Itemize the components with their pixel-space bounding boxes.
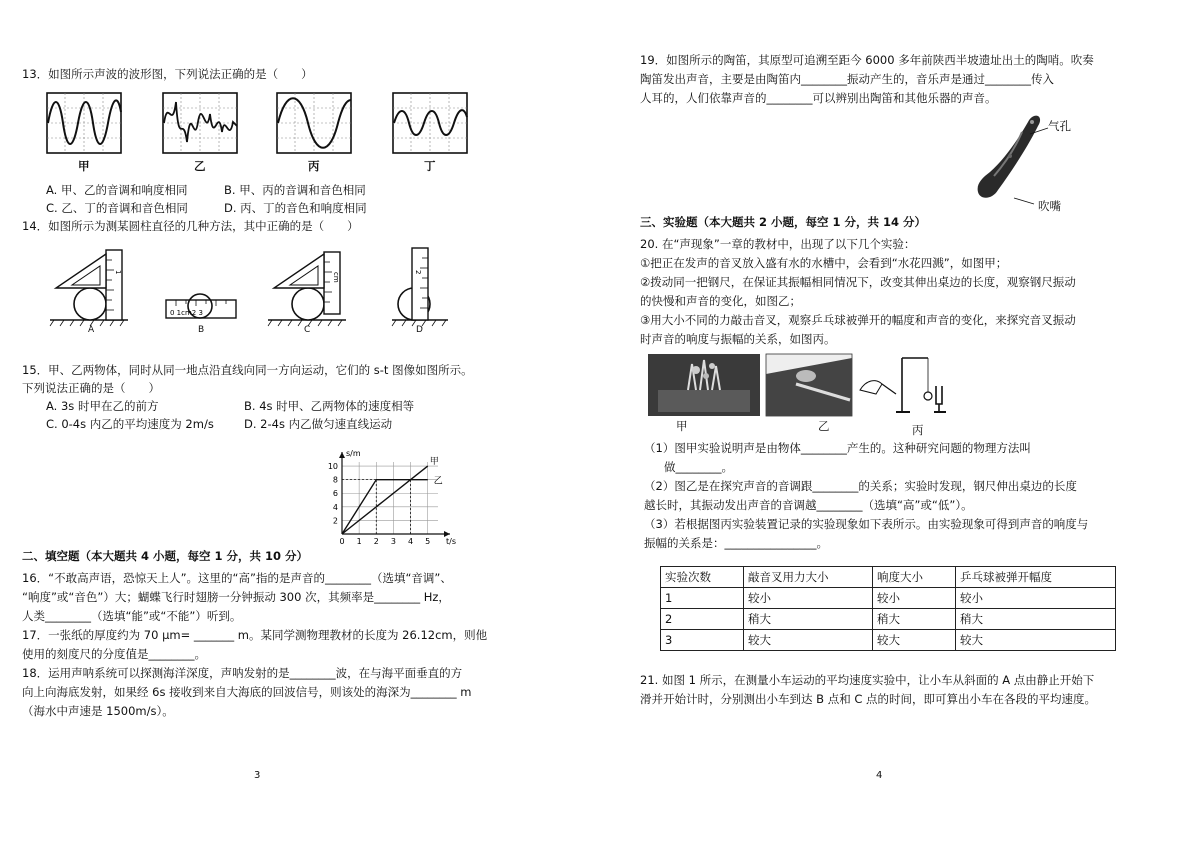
q16-line1: 16．“不敢高声语，恐惊天上人”。这里的“高”指的是声音的________（选填“音调”、 [22,571,452,585]
q20-line5: ③用大小不同的力敲击音叉，观察乒乓球被弹开的幅度和声音的变化，来探究音叉振动 [640,313,1076,327]
experiment-photo-yi [766,354,852,416]
waveform-label-ding: 丁 [424,159,436,173]
q20-sub1-line2: 做________。 [664,460,733,474]
q20-sub2-line2: 越长时，其振动发出声音的音调越________（选填“高”或“低”）。 [644,498,973,512]
x-tick-label: 2 [373,537,379,546]
table-cell: 较大 [956,630,1116,651]
table-row [661,588,1116,609]
q19-line2: 陶笛发出声音，主要是由陶笛内________振动产生的，音乐声是通过________传入 [640,72,1054,86]
x-tick-label: 1 [356,537,362,546]
q14-stem: 14．如图所示为测某圆柱直径的几种方法，其中正确的是（ ） [22,219,359,233]
table-header-cell: 乒乓球被弹开幅度 [956,567,1116,588]
series-line-jia [342,466,428,534]
x-axis-label: t/s [446,537,456,546]
q21-line2: 滑并开始计时，分别测出小车到达 B 点和 C 点的时间，即可算出小车在各段的平均速度。 [640,692,1097,706]
method-label-c: C [304,325,311,335]
waveform-yi [162,92,238,154]
ocarina-mouth-leader [1014,196,1036,206]
y-tick-label: 2 [332,516,338,526]
q16-line3: 人类________（选填“能”或“不能”）听到。 [22,609,242,623]
cylinder-method-b [164,280,240,320]
method-label-b: B [198,325,205,335]
table-cell: 2 [661,609,744,630]
cylinder-method-d [392,240,452,328]
table-cell: 较大 [744,630,873,651]
waveform-label-yi: 乙 [194,159,206,173]
experiment-diagram-bing [856,350,952,420]
q13-option-a: A. 甲、乙的音调和响度相同 [46,183,188,197]
experiment-label-bing: 丙 [912,423,924,437]
ruler-mark: 1 [114,270,122,275]
table-cell: 较小 [744,588,873,609]
ruler-mark: 2 [414,270,422,275]
table-header-cell: 实验次数 [661,567,744,588]
q13-option-b: B. 甲、丙的音调和音色相同 [224,183,366,197]
q15-option-d: D. 2-4s 内乙做匀速直线运动 [244,417,393,431]
q17-line2: 使用的刻度尺的分度值是________。 [22,647,206,661]
table-header-cell: 敲音叉用力大小 [744,567,873,588]
table-cell: 稍大 [744,609,873,630]
q15-stem-line1: 15．甲、乙两物体，同时从同一地点沿直线向同一方向运动，它们的 s-t 图像如图所示。 [22,363,473,377]
q18-line2: 向上向海底发射，如果经 6s 接收到来自大海底的回波信号，则该处的海深为________ m [22,685,472,699]
ruler-b-marks: 0 1cm2 3 [170,309,203,317]
table-row [661,609,1116,630]
q19-line1: 19．如图所示的陶笛，其原型可追溯至距今 6000 多年前陕西半坡遗址出土的陶哨。吹奏 [640,53,1094,67]
experiment-label-jia: 甲 [676,419,688,433]
x-tick-label: 3 [390,537,396,546]
q20-sub2-line1: （2）图乙是在探究声音的音调跟________的关系；实验时发现，钢尺伸出桌边的长度 [644,479,1077,493]
cylinder-method-a [50,240,134,328]
q15-option-b: B. 4s 时甲、乙两物体的速度相等 [244,399,415,413]
experiment-result-table [660,566,1116,651]
q15-option-c: C. 0-4s 内乙的平均速度为 2m/s [46,417,214,431]
table-header-row [661,567,1116,588]
y-tick-label: 10 [327,462,338,472]
q18-line1: 18．运用声呐系统可以探测海洋深度，声呐发射的是________波，在与海平面垂直的方 [22,666,463,680]
q15-option-a: A. 3s 时甲在乙的前方 [46,399,159,413]
y-axis-arrow [339,452,345,458]
section-3-heading: 三、实验题（本大题共 2 小题，每空 1 分，共 14 分） [640,215,927,229]
ocarina-hole-leader [1030,126,1050,136]
right-page [600,0,1200,848]
table-header-cell: 响度大小 [873,567,956,588]
x-tick-label: 0 [339,537,345,546]
table-cell: 较小 [956,588,1116,609]
q20-line3: ②拨动同一把钢尺，在保证其振幅相同情况下，改变其伸出桌边的长度，观察钢尺振动 [640,275,1076,289]
ruler-mark: cm [332,272,340,283]
waveform-bing [276,92,352,154]
experiment-label-yi: 乙 [818,419,830,433]
s-t-chart [318,448,468,548]
ocarina-label-hole: 气孔 [1048,119,1071,133]
page-number-right: 4 [876,770,883,781]
series-label-yi: 乙 [433,476,443,487]
y-axis-label: s/m [346,449,361,458]
q19-line3: 人耳的，人们依靠声音的________可以辨别出陶笛和其他乐器的声音。 [640,91,997,105]
table-cell: 稍大 [873,609,956,630]
waveform-jia [46,92,122,154]
q13-option-c: C. 乙、丁的音调和音色相同 [46,201,188,215]
waveform-label-jia: 甲 [78,159,90,173]
x-tick-label: 4 [408,537,414,546]
method-label-d: D [416,325,423,335]
x-tick-label: 5 [425,537,431,546]
ocarina-label-mouthpiece: 吹嘴 [1038,199,1061,213]
experiment-photo-jia [648,354,760,416]
q20-line1: 20. 在“声现象”一章的教材中，出现了以下几个实验： [640,237,916,251]
y-tick-label: 4 [332,502,338,512]
q20-sub3-line2: 振幅的关系是：________________。 [644,536,828,550]
y-tick-label: 8 [332,475,338,485]
q17-line1: 17．一张纸的厚度约为 70 μm= _______ m。某同学测物理教材的长度为 26.12cm，则他 [22,628,488,642]
q18-line3: （海水中声速是 1500m/s）。 [22,704,174,718]
q20-sub1-line1: （1）图甲实验说明声是由物体________产生的。这种研究问题的物理方法叫 [644,441,1031,455]
table-cell: 稍大 [956,609,1116,630]
section-2-heading: 二、填空题（本大题共 4 小题，每空 1 分，共 10 分） [22,549,309,563]
y-tick-label: 6 [332,489,338,499]
table-cell: 1 [661,588,744,609]
waveform-label-bing: 丙 [308,159,320,173]
q20-sub3-line1: （3）若根据图丙实验装置记录的实验现象如下表所示。由实验现象可得到声音的响度与 [644,517,1089,531]
table-cell: 3 [661,630,744,651]
table-row [661,630,1116,651]
q16-line2: “响度”或“音色”）大；蝴蝶飞行时翅膀一分钟振动 300 次，其频率是________ Hz， [22,590,450,604]
q20-line2: ①把正在发声的音叉放入盛有水的水槽中，会看到“水花四溅”，如图甲； [640,256,1008,270]
cylinder-method-c [268,240,352,328]
q15-stem-line2: 下列说法正确的是（ ） [22,381,160,395]
waveform-ding [392,92,468,154]
q13-option-d: D. 丙、丁的音色和响度相同 [224,201,367,215]
table-cell: 较大 [873,630,956,651]
method-label-a: A [88,325,95,335]
q13-stem: 13．如图所示声波的波形图，下列说法正确的是（ ） [22,67,313,81]
series-label-jia: 甲 [429,457,439,468]
q20-line6: 时声音的响度与振幅的关系，如图丙。 [640,332,836,346]
page-number-left: 3 [254,770,261,781]
table-cell: 较小 [873,588,956,609]
q20-line4: 的快慢和声音的变化，如图乙； [640,294,801,308]
q21-line1: 21. 如图 1 所示，在测量小车运动的平均速度实验中，让小车从斜面的 A 点由静止开始下 [640,673,1095,687]
